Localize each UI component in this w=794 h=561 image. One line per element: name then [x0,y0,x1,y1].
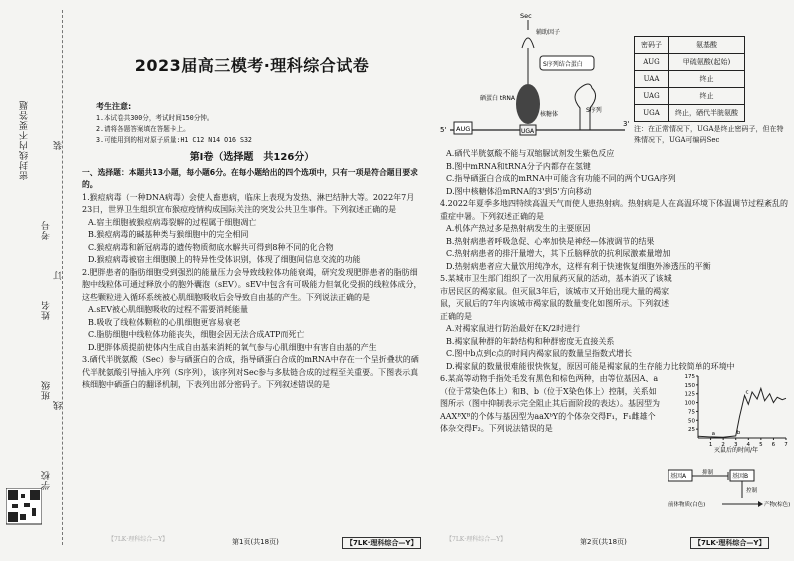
question-1-option-b: B.猴痘病毒的碱基种类与猴细胞中的完全相同 [88,230,249,239]
question-2-option-a: A.sEV被心肌细胞吸收的过程不需要消耗能量 [88,305,249,314]
uga-codon: UGA [521,128,535,135]
class-label: 班级 [42,380,52,400]
section-heading: 一、选择题：本题共13小题，每小题6分。在每小题给出的四个选项中，只有一项是符合题目要求的。 [82,167,418,189]
chart-y-tick-label: 50 [688,418,695,425]
chart-x-tick-label: 2 [721,442,725,448]
control-label: 控制 [746,488,758,494]
codon-cell: UAA [635,71,669,88]
bind-mark-3: 线 [54,400,64,410]
question-1-option-a: A.宿主细胞被猴痘病毒裂解的过程属于细胞凋亡 [88,217,257,227]
chart-y-tick-label: 75 [688,409,695,416]
notice-item: 2.请将各题答案填在答题卡上。 [96,125,190,133]
question-4-option-a: A.机体产热过多是热射病发生的主要原因 [446,224,591,233]
translation-diagram [440,8,630,148]
amino-acid-cell: 终止 [669,71,745,88]
codon-cell: AUG [635,54,669,71]
bind-mark-1: 装 [54,140,64,150]
mrna-5-end: 5' [440,126,447,134]
footer-stamp-left: 【7LK·理科综合—Y】 [108,536,169,543]
question-1-option-c: C.猴痘病毒和新冠病毒的遗传物质彻底水解共可得到8种不同的化合物 [88,242,334,252]
question-5-option-c: C.图中b点到c点的时间内褐家鼠的数量呈指数式增长 [446,349,632,358]
notice-item: 1.本试卷共300分，考试时间150分钟。 [96,114,214,122]
codon-cell: UAG [635,88,669,105]
chart-x-tick-label: 5 [759,442,763,448]
chart-y-tick-label: 25 [688,427,695,434]
inhibit-label: 抑制 [702,470,714,476]
codon-table-header: 密码子 [635,37,669,54]
paper-code-right: 【7LK·理科综合—Y】 [690,537,769,549]
trna-label: 硒蛋白 tRNA [480,95,516,102]
question-3-option-b: B.图中mRNA和tRNA分子内都存在氢键 [446,161,591,171]
amino-acid-cell: 终止 [669,88,745,105]
s-seq-label: S序列 [586,107,602,114]
notice-heading: 考生注意: [96,101,132,111]
codon-table [634,36,745,122]
question-3-option-a: A.硒代半胱氨酸不能与双缩脲试剂发生紫色反应 [446,149,615,158]
chart-y-tick-label: 125 [684,391,695,398]
page-number-left: 第1页(共18页) [232,538,279,546]
chart-x-tick-label: 6 [771,442,776,448]
question-3-stem: 3.硒代半胱氨酸（Sec）参与硒蛋白的合成，指导硒蛋白合成的mRNA中存在一个呈折叠状的硒代半胱氨酸引导插入序列（S序列），该序列对Sec参与多肽链合成的过程至关重要。下图表示真核细胞中硒蛋白的翻译机制，下表列出部分密码子。下列叙述错误的是 [82,355,419,389]
chart-x-label: 灭鼠后的时间/年 [713,447,759,454]
chart-x-tick-label: 3 [733,442,738,448]
codon-table-note: 注：在正常情况下，UGA是终止密码子，但在特殊情况下，UGA可编码Sec [634,125,784,144]
question-2-option-b: B.吸收了线粒体颗粒的心肌细胞更容易衰老 [88,317,241,327]
amino-acid-cell: 甲硫氨酸(起始) [669,54,745,71]
trna-shape [522,38,534,84]
question-5-option-d: D.褐家鼠的数量很难能很快恢复，原因可能是褐家鼠的生存能力比较简单的环境中 [446,361,735,371]
gene-a-label: 基因A [670,473,687,480]
precursor-label: 前体物质(白色) [668,502,706,508]
chart-point-label-b: b [736,429,741,436]
binding-warning: 密封线内不要答题 [20,100,30,180]
question-1-stem: 1.猴痘病毒（一种DNA病毒）会使人畜患病，临床上表现为发热、淋巴结肿大等。2022年7月23日，世界卫生组织宣布猴痘疫情构成国际关注的突发公共卫生事件。下列叙述正确的是 [82,192,415,214]
aug-codon: AUG [456,125,471,133]
question-4-option-c: C.热射病患者的排汗量增大，其下丘脑释放的抗利尿激素量增加 [446,249,671,258]
population-chart [676,372,790,454]
chart-y-tick-label: 150 [684,382,695,389]
product-label: 产物(棕色) [764,502,790,508]
gene-b-label: 基因B [732,473,749,480]
question-4-option-b: B.热射病患者呼吸急促、心率加快是神经—体液调节的结果 [446,236,655,246]
question-3-option-d: D.图中核糖体沿mRNA的3'到5'方向移动 [446,186,592,196]
binding-margin [0,0,70,561]
question-2-stem: 2.肥胖患者的脂肪细胞受到强烈的能量压力会导致线粒体功能衰竭，研究发现肥胖患者的脂肪细胞中线粒体可通过释放小的胞外囊泡（sEV）。sEV中包含有可吸能力但氧化受损的线粒体成分，这些颗粒进入循环系统被心肌细胞吸收后会导致自由基的产生。下列说法正确的是 [82,267,422,302]
amino-acid-cell: 终止，硒代半胱氨酸 [669,105,745,122]
notice-item: 3.可能用到的相对原子质量:H1 C12 N14 O16 S32 [96,136,252,144]
chart-point-label-a: a [711,430,715,437]
bind-mark-2: 订 [54,270,64,280]
binding-dashed-line [62,10,63,545]
exam-no-label: 考号 [42,220,52,240]
question-2-option-d: D.肥胖体质提前使体内生成自由基来消耗的氧气参与心肌细胞中有害自由基的产生 [88,342,377,352]
question-4-option-d: D.热射病患者应大量饮用纯净水，这样有利于快速恢复细胞外渗透压的平衡 [446,261,711,271]
question-3-option-c: C.指导硒蛋白合成的mRNA中可能含有功能不同的两个UGA序列 [446,174,676,183]
question-4-stem: 4.2022年夏季多地四特续高温天气而使人患热射病。热射病是人在高温环境下体温调节过程紊乱的重症中暑。下列叙述正确的是 [440,199,788,221]
question-1-option-d: D.猴痘病毒被宿主细胞膜上的特异性受体识别，体现了细胞间信息交流的功能 [88,255,361,264]
codon-table-header: 氨基酸 [669,37,745,54]
page-number-right: 第2页(共18页) [580,538,627,546]
name-label: 姓名 [42,300,52,320]
chart-y-tick-label: 175 [684,374,695,380]
question-5-option-b: B.褐家鼠种群的年龄结构和种群密度无直接关系 [446,336,615,346]
codon-cell: UGA [635,105,669,122]
qr-code-icon [6,488,42,544]
page-title: 2023届高三模考·理科综合试卷 [134,56,370,75]
chart-x-tick-label: 1 [708,442,713,448]
question-5-stem: 5.某城市卫生部门组织了一次用鼠药灭鼠的活动，基本消灭了该城市居民区的褐家鼠。但灭鼠3年后，该城市又开始出现大量的褐家鼠，灭鼠后的7年内该城市褐家鼠的数量变化如图所示。下列叙述正确的是 [440,274,672,321]
helper-label: 辅助因子 [536,29,561,36]
question-2-option-c: C.脂肪细胞中线粒体功能丧失，细胞会因无法合成ATP而死亡 [88,330,305,339]
left-column [82,8,422,392]
ribosome-label: 核糖体 [540,111,559,118]
chart-point-label-c: c [745,389,749,396]
school-label: 学校 [42,470,52,490]
paper-code-left: 【7LK·理科综合—Y】 [342,537,421,549]
ribosome-shape [516,84,540,124]
chart-x-tick-label: 7 [784,442,788,448]
question-6-stem: 6.某高等动物手指处毛发有黑色和棕色两种，由等位基因A、a（位于常染色体上）和B、b（位于X染色体上）控制，关系如图所示（图中抑制表示完全阻止其后面阶段的表达）。基因型为AAXᴮXᴮ的个体与基因型为aaXᵇY的个体杂交得F₁，F₁雌雄个体杂交得F₂。下列说法错误的是 [440,374,660,433]
chart-y-tick-label: 100 [684,400,695,407]
sec-label: Sec [520,12,532,20]
footer-stamp-right: 【7LK·理科综合—Y】 [446,536,507,543]
chart-x-tick-label: 4 [746,442,751,448]
gene-pathway-diagram [668,468,790,518]
seq-binding-label: S序列结合蛋白 [543,61,583,68]
mrna-3-end: 3' [623,120,630,128]
part-heading: 第Ⅰ卷（选择题 共126分） [189,152,315,163]
question-5-option-a: A.对褐家鼠进行防治最好在K/2时进行 [446,324,581,333]
